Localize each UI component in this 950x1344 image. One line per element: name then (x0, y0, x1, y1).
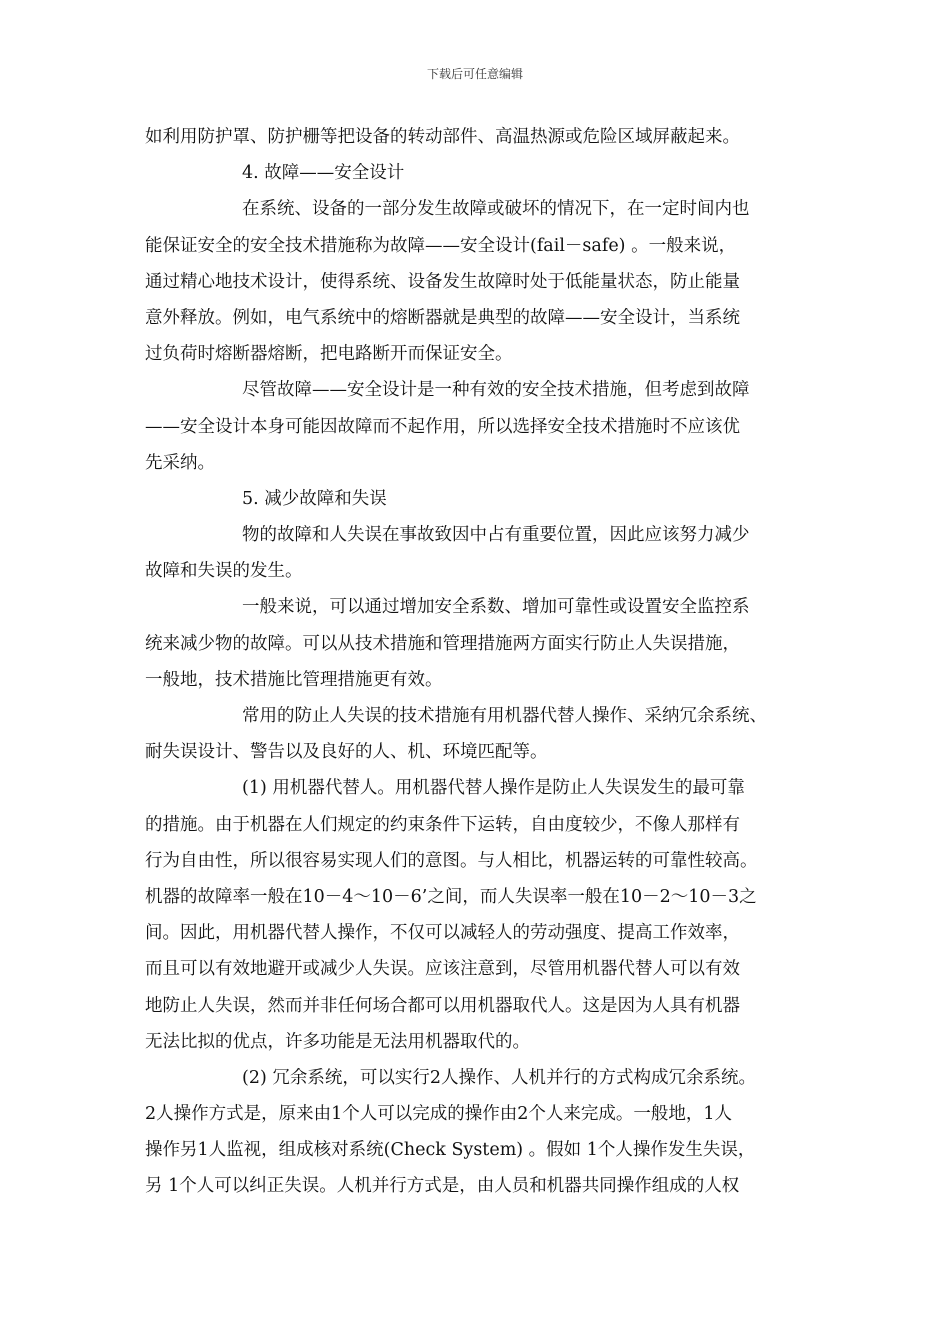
text-line: 统来减少物的故障。可以从技术措施和管理措施两方面实行防止人失误措施， (145, 633, 740, 654)
text-line: 如利用防护罩、防护栅等把设备的转动部件、高温热源或危险区域屏蔽起来。 (145, 127, 740, 147)
text-line: 意外释放。例如，电气系统中的熔断器就是典型的故障——安全设计，当系统 (145, 307, 740, 328)
text-line: 操作另1人监视，组成核对系统(Check System) 。假如 1个人操作发生失误， (145, 1140, 756, 1161)
text-line: 行为自由性，所以很容易实现人们的意图。与人相比，机器运转的可靠性较高。 (145, 850, 758, 871)
text-line: 无法比拟的优点，许多功能是无法用机器取代的。 (145, 1031, 530, 1052)
text-line: (1) 用机器代替人。用机器代替人操作是防止人失误发生的最可靠 (242, 778, 745, 799)
text-line: 常用的防止人失误的技术措施有用机器代替人操作、采纳冗余系统、 (242, 706, 767, 726)
text-line: 4. 故障——安全设计 (242, 163, 405, 184)
text-line: 5. 减少故障和失误 (242, 488, 387, 509)
text-line: 能保证安全的安全技术措施称为故障——安全设计(fail－safe) 。一般来说， (145, 235, 737, 256)
text-line: 机器的故障率一般在10－4～10－6’之间，而人失误率一般在10－2～10－3之 (145, 886, 757, 907)
text-line: 物的故障和人失误在事故致因中占有重要位置，因此应该努力减少 (242, 525, 750, 546)
text-line: 另 1个人可以纠正失误。人机并行方式是，由人员和机器共同操作组成的人权 (145, 1176, 740, 1197)
text-line: 而且可以有效地避开或减少人失误。应该注意到，尽管用机器代替人可以有效 (145, 959, 740, 980)
text-line: 2人操作方式是，原来由1个人可以完成的操作由2个人来完成。一般地，1人 (145, 1104, 733, 1125)
text-line: 的措施。由于机器在人们规定的约束条件下运转，自由度较少，不像人那样有 (145, 814, 740, 835)
text-line: 耐失误设计、警告以及良好的人、机、环境匹配等。 (145, 742, 548, 763)
text-line: 先采纳。 (145, 452, 215, 473)
text-line: (2) 冗余系统，可以实行2人操作、人机并行的方式构成冗余系统。 (242, 1067, 756, 1088)
page-header: 下载后可任意编辑 (426, 67, 523, 81)
body-text (145, 119, 813, 1205)
text-line: 间。因此，用机器代替人操作，不仅可以减轻人的劳动强度、提高工作效率， (145, 923, 740, 944)
text-line: 故障和失误的发生。 (145, 561, 303, 582)
text-line: 一般地，技术措施比管理措施更有效。 (145, 669, 443, 690)
text-line: 地防止人失误，然而并非任何场合都可以用机器取代人。这是因为人具有机器 (145, 995, 740, 1016)
text-line: 在系统、设备的一部分发生故障或破坏的情况下，在一定时间内也 (242, 199, 750, 220)
text-line: 尽管故障——安全设计是一种有效的安全技术措施，但考虑到故障 (242, 380, 750, 401)
text-line: 过负荷时熔断器熔断，把电路断开而保证安全。 (145, 344, 513, 365)
text-line: 通过精心地技术设计，使得系统、设备发生故障时处于低能量状态，防止能量 (145, 271, 740, 292)
text-line: ——安全设计本身可能因故障而不起作用，所以选择安全技术措施时不应该优 (145, 416, 740, 437)
text-line: 一般来说，可以通过增加安全系数、增加可靠性或设置安全监控系 (242, 597, 750, 618)
